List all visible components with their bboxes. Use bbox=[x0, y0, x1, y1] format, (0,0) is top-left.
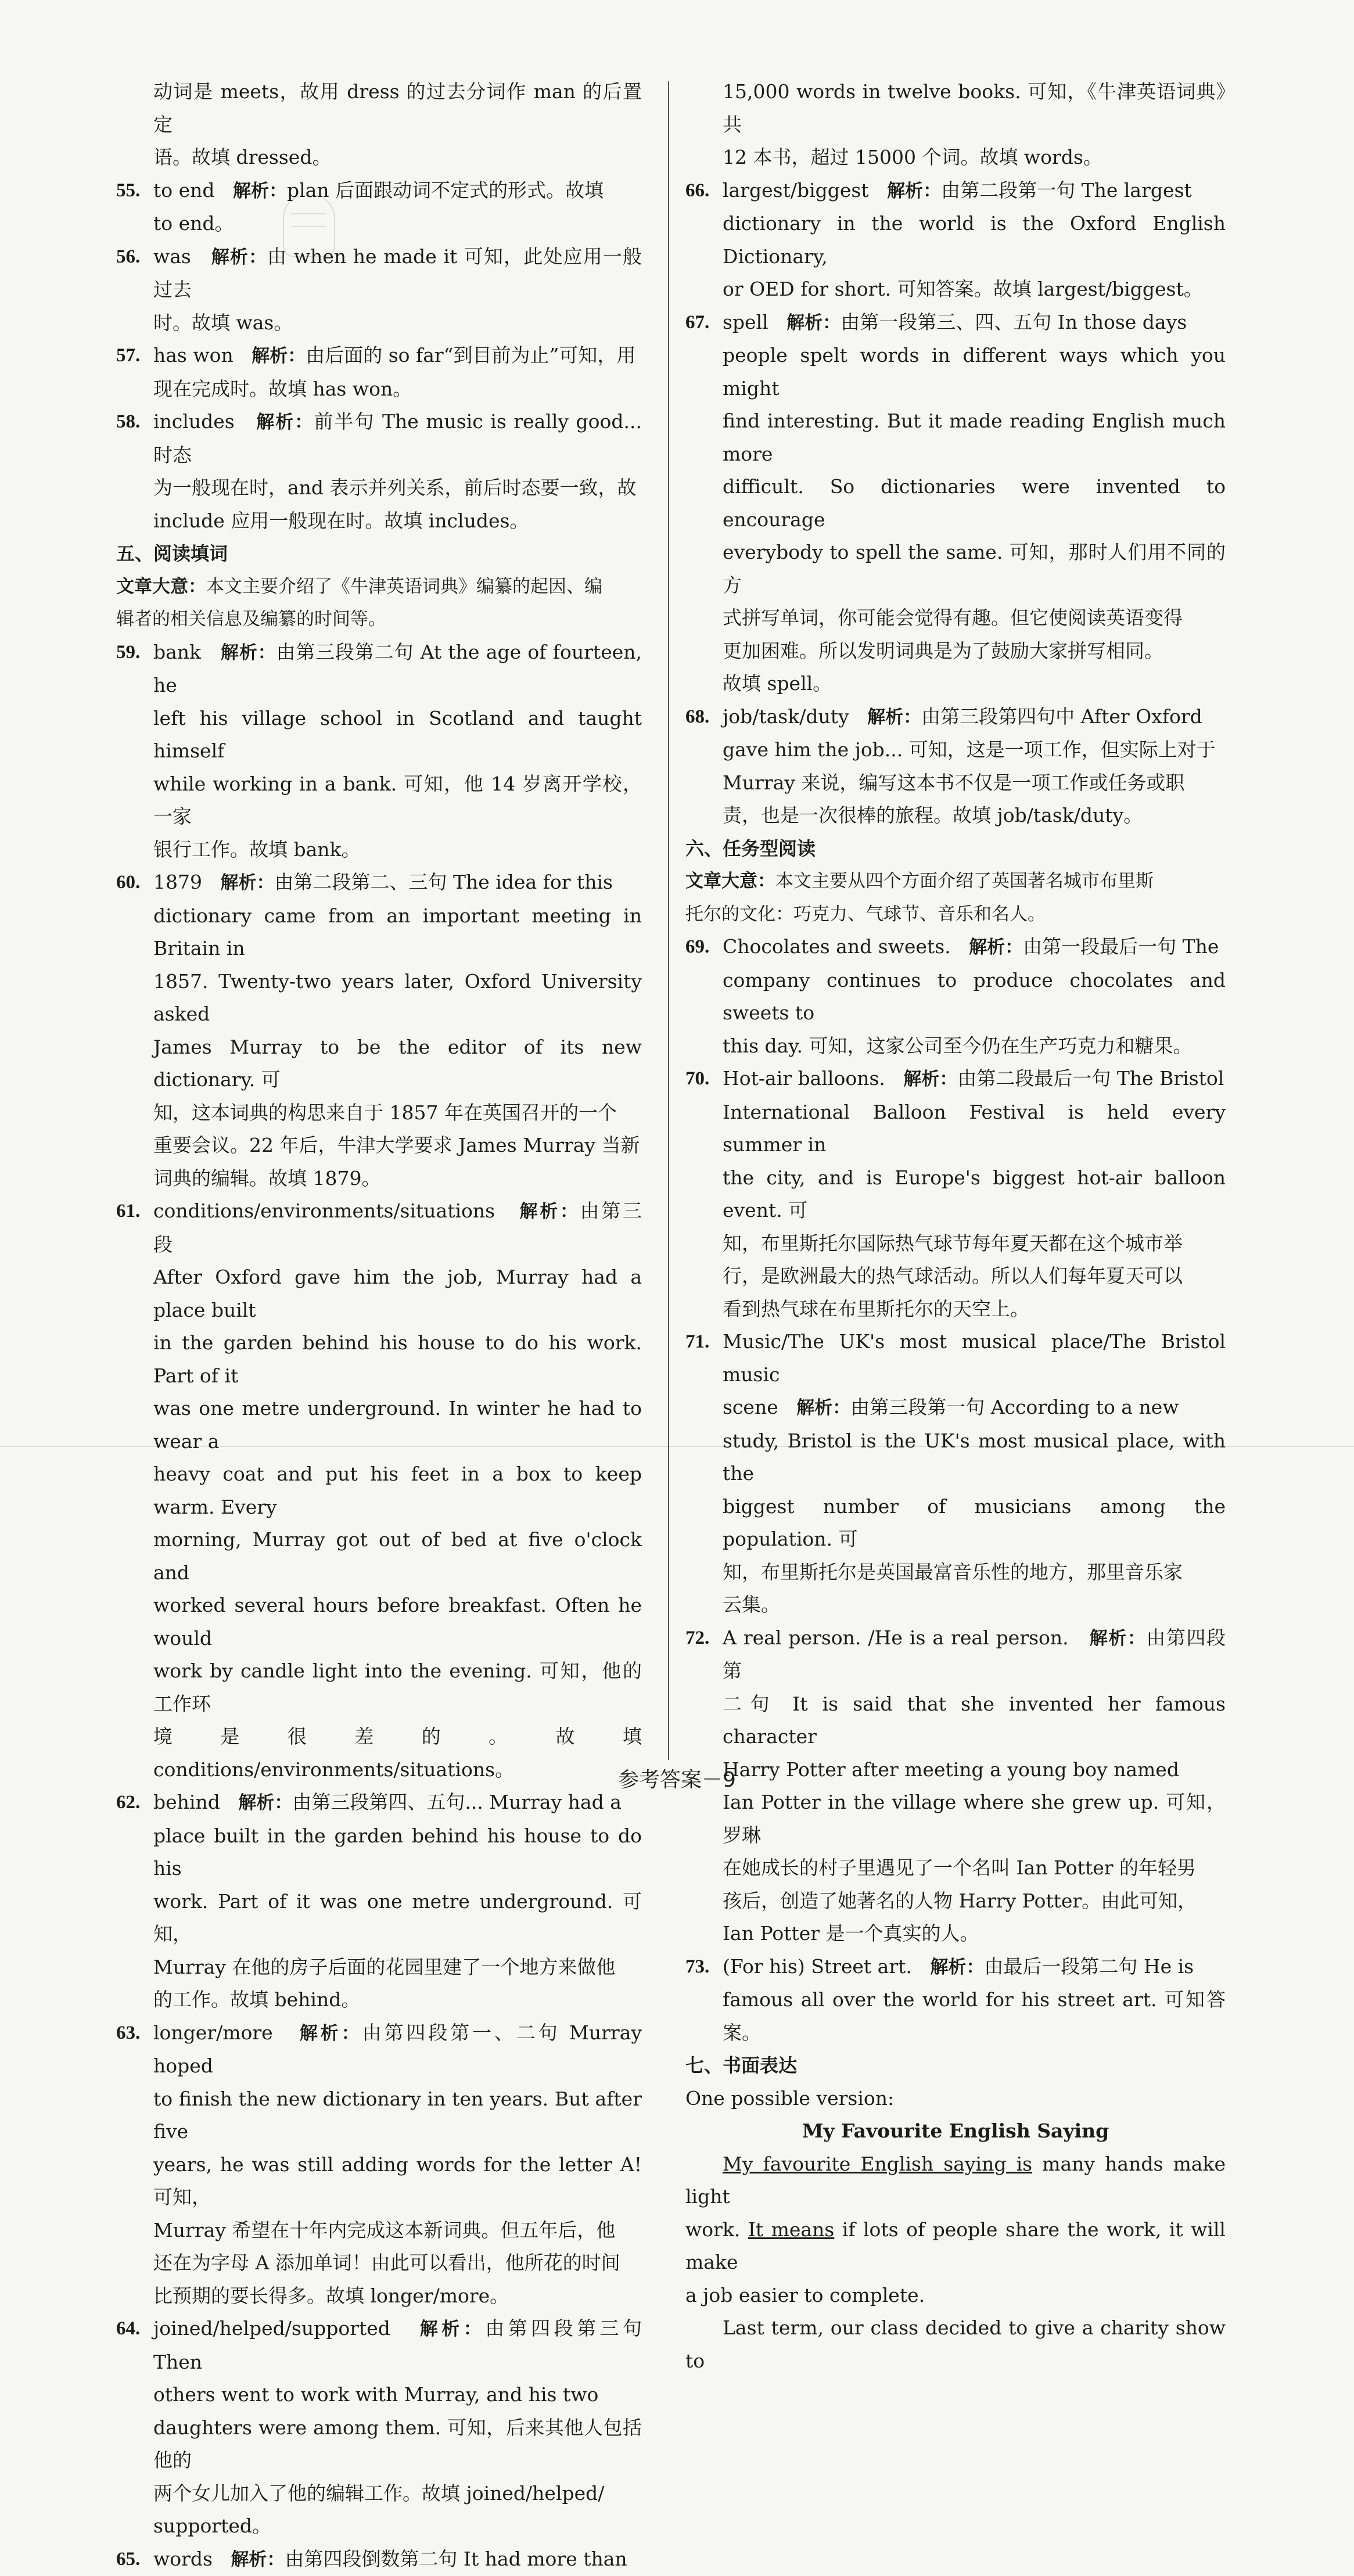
analysis-text: 由第二段第一句 The largest bbox=[941, 179, 1192, 202]
intro-line: 语。故填 dressed。 bbox=[116, 141, 642, 174]
analysis-text: 由 when he made it 可知，此处应用一般过去 bbox=[153, 245, 642, 301]
summary-label: 文章大意： bbox=[116, 576, 206, 597]
analysis-text: 前半句 The music is really good... 时态 bbox=[153, 410, 642, 466]
answer-item-61 bbox=[116, 1195, 642, 1261]
essay-underlined-phrase: It means bbox=[748, 2218, 834, 2241]
item-answer: words bbox=[153, 2548, 213, 2570]
item-number: 67. bbox=[685, 306, 709, 339]
answer-item-66 bbox=[685, 174, 1226, 208]
analysis-line: dictionary in the world is the Oxford English Dictionary, bbox=[685, 207, 1226, 273]
essay-text: if lots of people share the work, it will make bbox=[685, 2218, 1226, 2274]
analysis-label: 解析： bbox=[930, 1957, 984, 1978]
item-number: 70. bbox=[685, 1062, 709, 1095]
analysis-text: 由第三段第四句中 After Oxford bbox=[921, 705, 1202, 728]
analysis-line: 知，这本词典的构思来自于 1857 年在英国召开的一个 bbox=[116, 1097, 642, 1130]
analysis-line: 知，布里斯托尔是英国最富音乐性的地方，那里音乐家 bbox=[685, 1556, 1226, 1589]
analysis-line: 境是很差的。故填 conditions/environments/situations。 bbox=[116, 1720, 642, 1786]
analysis-text: 由第四段第三句 Then bbox=[153, 2317, 642, 2373]
summary-text: 本文主要从四个方面介绍了英国著名城市布里斯 bbox=[775, 871, 1154, 892]
analysis-text: 由第四段第 bbox=[723, 1626, 1226, 1683]
section-title: 五、阅读填词 bbox=[116, 537, 642, 570]
analysis-line: was one metre underground. In winter he had to wear a bbox=[116, 1392, 642, 1458]
item-number: 55. bbox=[116, 174, 140, 207]
item-number: 73. bbox=[685, 1950, 709, 1984]
analysis-line: Ian Potter 是一个真实的人。 bbox=[685, 1917, 1226, 1950]
item-answer: (For his) Street art. bbox=[723, 1955, 912, 1978]
answer-item-60 bbox=[116, 866, 642, 900]
analysis-label: 解析： bbox=[887, 181, 941, 202]
analysis-line: 的工作。故填 behind。 bbox=[116, 1984, 642, 2017]
item-number: 69. bbox=[685, 930, 709, 964]
analysis-line: 现在完成时。故填 has won。 bbox=[116, 373, 642, 406]
analysis-line: 孩后，创造了她著名的人物 Harry Potter。由此可知， bbox=[685, 1885, 1226, 1918]
analysis-line: work by candle light into the evening. 可知，他的工作环 bbox=[116, 1655, 642, 1720]
summary-line: 托尔的文化：巧克力、气球节、音乐和名人。 bbox=[685, 898, 1226, 931]
analysis-text: 由第三段第一句 According to a new bbox=[850, 1396, 1179, 1418]
analysis-label: 解析： bbox=[252, 346, 306, 367]
analysis-text: 由第三段第四、五句... Murray had a bbox=[292, 1791, 622, 1813]
right-column bbox=[685, 76, 1226, 2377]
answer-item-71 bbox=[685, 1325, 1226, 1391]
item-number: 58. bbox=[116, 405, 140, 439]
analysis-line: include 应用一般现在时。故填 includes。 bbox=[116, 505, 642, 538]
item-answer: conditions/environments/situations bbox=[153, 1199, 495, 1222]
answer-item-73 bbox=[685, 1950, 1226, 1984]
answer-item-57 bbox=[116, 339, 642, 373]
analysis-line: 重要会议。22 年后，牛津大学要求 James Murray 当新 bbox=[116, 1129, 642, 1162]
section-title: 六、任务型阅读 bbox=[685, 832, 1226, 865]
analysis-line: 知，布里斯托尔国际热气球节每年夏天都在这个城市举 bbox=[685, 1227, 1226, 1260]
essay-text: many hands make light bbox=[685, 2153, 1226, 2208]
left-column bbox=[116, 76, 642, 2576]
article-summary bbox=[116, 570, 642, 603]
analysis-label: 解析： bbox=[867, 707, 921, 728]
analysis-line: place built in the garden behind his house to do his bbox=[116, 1820, 642, 1885]
answer-item-69 bbox=[685, 930, 1226, 964]
analysis-line: or OED for short. 可知答案。故填 largest/biggest。 bbox=[685, 273, 1226, 306]
item-answer-cont: scene bbox=[723, 1396, 778, 1418]
answer-item-56 bbox=[116, 240, 642, 307]
summary-label: 文章大意： bbox=[685, 871, 775, 892]
section-title: 七、书面表达 bbox=[685, 2049, 1226, 2082]
analysis-line: study, Bristol is the UK's most musical place, with the bbox=[685, 1425, 1226, 1490]
analysis-line: years, he was still adding words for the letter A! 可知， bbox=[116, 2149, 642, 2214]
analysis-label: 解析： bbox=[256, 412, 314, 433]
analysis-text: 由最后一段第二句 He is bbox=[984, 1955, 1194, 1978]
analysis-line: International Balloon Festival is held every summer in bbox=[685, 1096, 1226, 1162]
analysis-line: Murray 来说，编写这本书不仅是一项工作或任务或职 bbox=[685, 767, 1226, 800]
column-divider bbox=[668, 81, 669, 1760]
analysis-text: plan 后面跟动词不定式的形式。故填 bbox=[287, 179, 604, 202]
analysis-line: 时。故填 was。 bbox=[116, 307, 642, 340]
answer-item-72 bbox=[685, 1622, 1226, 1688]
analysis-text: 由第一段第三、四、五句 In those days bbox=[841, 311, 1187, 333]
item-answer: was bbox=[153, 245, 191, 268]
analysis-text: 由第四段第一、二句 Murray hoped bbox=[153, 2021, 642, 2078]
answer-item-63 bbox=[116, 2017, 642, 2083]
analysis-line: 更加困难。所以发明词典是为了鼓励大家拼写相同。 bbox=[685, 635, 1226, 668]
item-answer: joined/helped/supported bbox=[153, 2317, 390, 2340]
analysis-line: 故填 spell。 bbox=[685, 667, 1226, 700]
article-summary bbox=[685, 865, 1226, 898]
essay-line bbox=[685, 2214, 1226, 2279]
analysis-line: to end。 bbox=[116, 207, 642, 240]
analysis-line: 1857. Twenty-two years later, Oxford University asked bbox=[116, 965, 642, 1031]
essay-underlined-phrase: My favourite English saying is bbox=[723, 2153, 1032, 2175]
item-answer: largest/biggest bbox=[723, 179, 869, 202]
answer-item-67 bbox=[685, 306, 1226, 340]
analysis-line: 12 本书，超过 15000 个词。故填 words。 bbox=[685, 141, 1226, 174]
analysis-line: worked several hours before breakfast. Often he would bbox=[116, 1589, 642, 1655]
analysis-line: 责，也是一次很棒的旅程。故填 job/task/duty。 bbox=[685, 799, 1226, 832]
answer-item-65 bbox=[116, 2543, 642, 2576]
item-number: 65. bbox=[116, 2543, 140, 2576]
analysis-line: daughters were among them. 可知，后来其他人包括他的 bbox=[116, 2412, 642, 2477]
item-number: 62. bbox=[116, 1786, 140, 1819]
item-number: 57. bbox=[116, 339, 140, 372]
answer-item-64 bbox=[116, 2312, 642, 2379]
analysis-label: 解析： bbox=[1090, 1628, 1147, 1649]
item-answer: has won bbox=[153, 344, 234, 367]
analysis-label: 解析： bbox=[420, 2319, 485, 2340]
analysis-label: 解析： bbox=[786, 312, 841, 333]
answer-item-70 bbox=[685, 1062, 1226, 1096]
analysis-label: 解析： bbox=[300, 2023, 362, 2044]
analysis-line: 为一般现在时，and 表示并列关系，前后时态要一致，故 bbox=[116, 472, 642, 505]
item-answer: 1879 bbox=[153, 871, 202, 893]
item-answer: includes bbox=[153, 410, 235, 433]
analysis-line: famous all over the world for his street art. 可知答案。 bbox=[685, 1984, 1226, 2049]
analysis-label: 解析： bbox=[520, 1201, 580, 1222]
item-number: 72. bbox=[685, 1622, 709, 1655]
analysis-line: Harry Potter after meeting a young boy named bbox=[685, 1754, 1226, 1787]
item-answer: Hot-air balloons. bbox=[723, 1067, 885, 1090]
analysis-line: James Murray to be the editor of its new dictionary. 可 bbox=[116, 1031, 642, 1097]
item-answer: Music/The UK's most musical place/The Bristol music bbox=[723, 1330, 1226, 1386]
analysis-label: 解析： bbox=[220, 872, 274, 893]
analysis-line: 银行工作。故填 bank。 bbox=[116, 833, 642, 867]
item-answer: bank bbox=[153, 641, 201, 663]
analysis-label: 解析： bbox=[231, 2549, 285, 2570]
analysis-line: supported。 bbox=[116, 2510, 642, 2543]
analysis-line: Ian Potter in the village where she grew up. 可知，罗琳 bbox=[685, 1786, 1226, 1852]
analysis-line: 看到热气球在布里斯托尔的天空上。 bbox=[685, 1293, 1226, 1326]
answer-item-55 bbox=[116, 174, 642, 208]
analysis-line: dictionary came from an important meeting in Britain in bbox=[116, 900, 642, 965]
analysis-line: 二句 It is said that she invented her famous character bbox=[685, 1688, 1226, 1754]
item-answer: Chocolates and sweets. bbox=[723, 935, 951, 958]
item-number: 59. bbox=[116, 636, 140, 669]
answer-item-58 bbox=[116, 405, 642, 472]
analysis-line: 还在为字母 A 添加单词！由此可以看出，他所花的时间 bbox=[116, 2247, 642, 2280]
essay-title: My Favourite English Saying bbox=[685, 2115, 1226, 2148]
item-answer: spell bbox=[723, 311, 768, 333]
item-answer: behind bbox=[153, 1791, 220, 1813]
analysis-label: 解析： bbox=[221, 642, 276, 663]
analysis-label: 解析： bbox=[903, 1069, 957, 1090]
summary-text: 本文主要介绍了《牛津英语词典》编纂的起因、编 bbox=[206, 576, 602, 597]
essay-line bbox=[685, 2148, 1226, 2214]
item-answer: job/task/duty bbox=[723, 705, 849, 728]
analysis-line: to finish the new dictionary in ten years. But after five bbox=[116, 2083, 642, 2149]
item-number: 61. bbox=[116, 1195, 140, 1228]
essay-text: work. bbox=[685, 2218, 748, 2241]
analysis-line: After Oxford gave him the job, Murray had a place built bbox=[116, 1261, 642, 1327]
analysis-line: everybody to spell the same. 可知，那时人们用不同的方 bbox=[685, 536, 1226, 602]
analysis-line: others went to work with Murray, and his two bbox=[116, 2379, 642, 2412]
analysis-line: the city, and is Europe's biggest hot-air balloon event. 可 bbox=[685, 1162, 1226, 1227]
analysis-line: in the garden behind his house to do his work. Part of it bbox=[116, 1327, 642, 1392]
analysis-line: 比预期的要长得多。故填 longer/more。 bbox=[116, 2280, 642, 2313]
summary-line: 辑者的相关信息及编纂的时间等。 bbox=[116, 603, 642, 636]
analysis-line: Murray 在他的房子后面的花园里建了一个地方来做他 bbox=[116, 1951, 642, 1984]
analysis-text: 由第四段倒数第二句 It had more than bbox=[285, 2548, 627, 2570]
analysis-label: 解析： bbox=[796, 1397, 850, 1418]
analysis-text: 由第二段第二、三句 The idea for this bbox=[274, 871, 613, 893]
analysis-text: 由第三段第二句 At the age of fourteen, he bbox=[153, 641, 642, 697]
analysis-line: 在她成长的村子里遇见了一个名叫 Ian Potter 的年轻男 bbox=[685, 1852, 1226, 1885]
analysis-line: 云集。 bbox=[685, 1589, 1226, 1622]
analysis-line: people spelt words in different ways which you might bbox=[685, 339, 1226, 405]
analysis-line: 两个女儿加入了他的编辑工作。故填 joined/helped/ bbox=[116, 2477, 642, 2510]
item-answer: longer/more bbox=[153, 2021, 273, 2044]
answer-item-59 bbox=[116, 636, 642, 702]
analysis-text: 由第二段最后一句 The Bristol bbox=[957, 1067, 1224, 1090]
analysis-line: while working in a bank. 可知，他 14 岁离开学校，一家 bbox=[116, 768, 642, 833]
analysis-line: gave him the job... 可知，这是一项工作，但实际上对于 bbox=[685, 734, 1226, 767]
answer-item-68 bbox=[685, 700, 1226, 734]
analysis-label: 解析： bbox=[969, 937, 1023, 958]
item-number: 64. bbox=[116, 2312, 140, 2345]
analysis-line: work. Part of it was one metre underground. 可知， bbox=[116, 1885, 642, 1951]
analysis-label: 解析： bbox=[211, 247, 267, 268]
analysis-line: difficult. So dictionaries were invented to encourage bbox=[685, 470, 1226, 536]
analysis-line: this day. 可知，这家公司至今仍在生产巧克力和糖果。 bbox=[685, 1030, 1226, 1063]
analysis-line: company continues to produce chocolates and sweets to bbox=[685, 964, 1226, 1030]
item-number: 56. bbox=[116, 240, 140, 274]
analysis-label: 解析： bbox=[233, 181, 287, 202]
item-number: 63. bbox=[116, 2017, 140, 2050]
analysis-text: 由第三段 bbox=[153, 1199, 642, 1256]
analysis-line: morning, Murray got out of bed at five o'clock and bbox=[116, 1524, 642, 1589]
item-answer: A real person. /He is a real person. bbox=[723, 1626, 1069, 1649]
essay-line: a job easier to complete. bbox=[685, 2279, 1226, 2312]
item-number: 71. bbox=[685, 1325, 709, 1359]
analysis-line: 式拼写单词，你可能会觉得有趣。但它使阅读英语变得 bbox=[685, 602, 1226, 635]
analysis-line: heavy coat and put his feet in a box to keep warm. Every bbox=[116, 1458, 642, 1524]
intro-line: 动词是 meets，故用 dress 的过去分词作 man 的后置定 bbox=[116, 76, 642, 141]
essay-line: Last term, our class decided to give a charity show to bbox=[685, 2312, 1226, 2377]
analysis-line: 行，是欧洲最大的热气球活动。所以人们每年夏天可以 bbox=[685, 1260, 1226, 1293]
item-answer: to end bbox=[153, 179, 215, 202]
analysis-text: 由第一段最后一句 The bbox=[1023, 935, 1219, 958]
page-footer: 参考答案－9 bbox=[0, 1763, 1354, 1793]
analysis-line: left his village school in Scotland and taught himself bbox=[116, 702, 642, 768]
item-number: 68. bbox=[685, 700, 709, 734]
analysis-label: 解析： bbox=[238, 1792, 292, 1813]
possible-version-label: One possible version: bbox=[685, 2082, 1226, 2115]
analysis-text: 由后面的 so far“到目前为止”可知，用 bbox=[306, 344, 635, 367]
analysis-line: 15,000 words in twelve books. 可知，《牛津英语词典》共 bbox=[685, 76, 1226, 141]
item-number: 60. bbox=[116, 866, 140, 899]
analysis-line: biggest number of musicians among the population. 可 bbox=[685, 1490, 1226, 1556]
analysis-line: 词典的编辑。故填 1879。 bbox=[116, 1162, 642, 1195]
item-number: 66. bbox=[685, 174, 709, 207]
analysis-line: Murray 希望在十年内完成这本新词典。但五年后，他 bbox=[116, 2214, 642, 2247]
analysis-line: find interesting. But it made reading English much more bbox=[685, 405, 1226, 470]
analysis-line bbox=[685, 1391, 1226, 1425]
